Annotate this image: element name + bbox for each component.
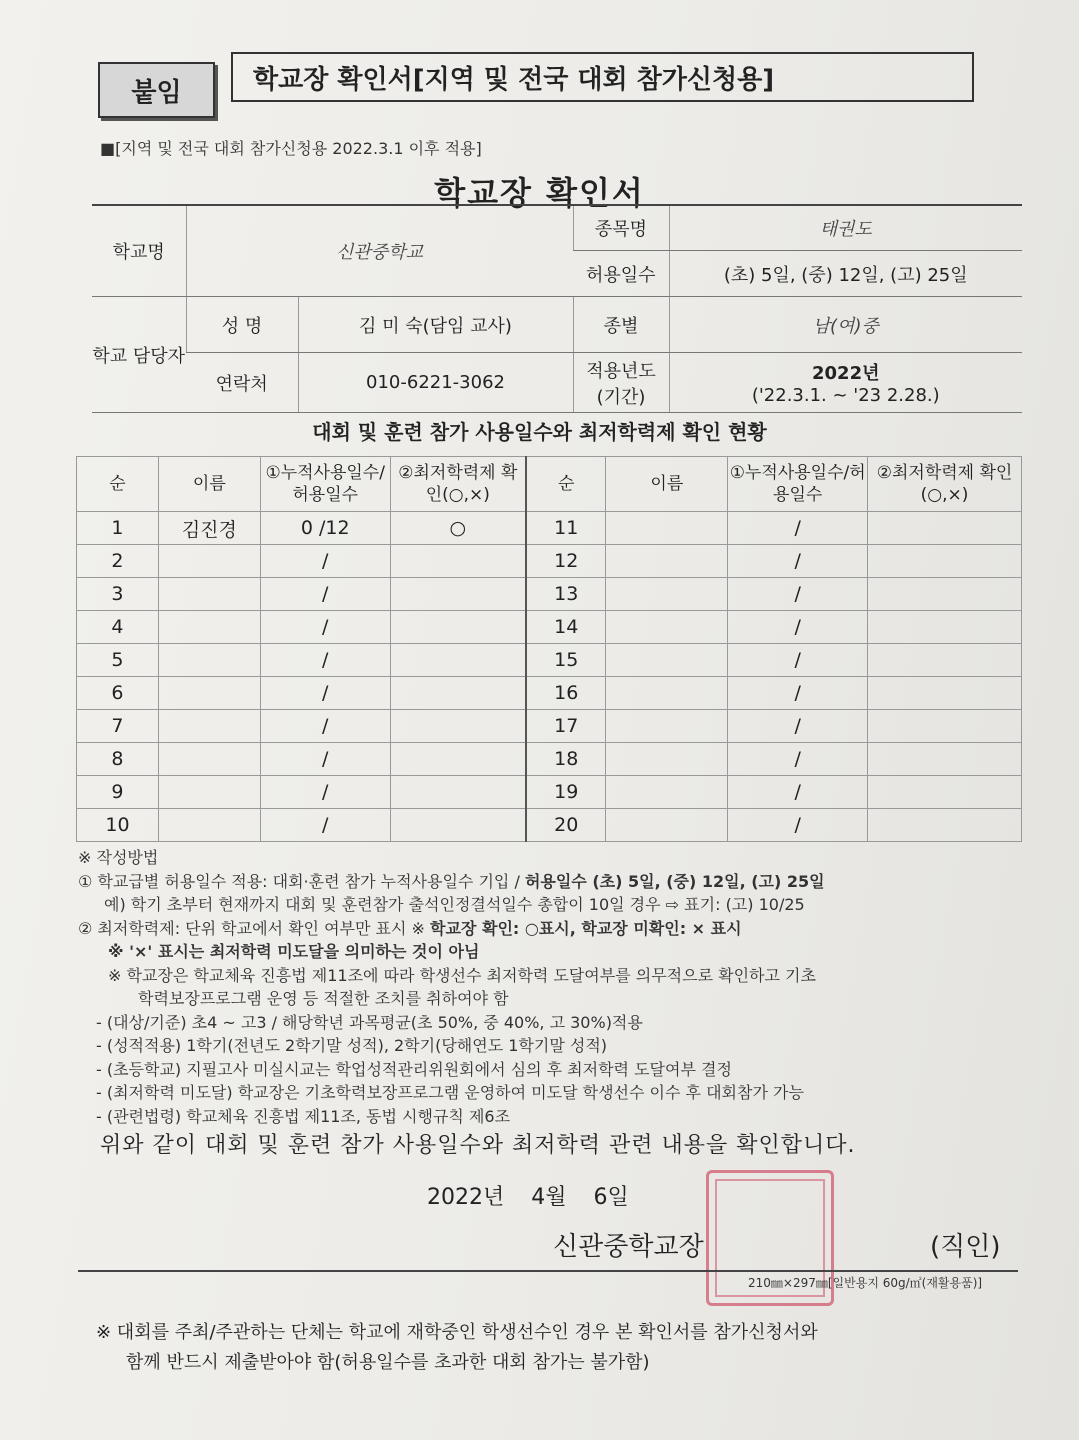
table-row bbox=[77, 776, 1022, 809]
allowed-days-label: 허용일수 bbox=[573, 251, 669, 297]
contact-value: 010-6221-3062 bbox=[298, 353, 573, 413]
row-check bbox=[868, 611, 1022, 644]
col-no: 순 bbox=[77, 457, 159, 512]
row-check bbox=[390, 776, 526, 809]
row-check bbox=[868, 743, 1022, 776]
row-name bbox=[606, 776, 728, 809]
table-row bbox=[77, 611, 1022, 644]
row-days: / bbox=[260, 743, 390, 776]
col-name: 이름 bbox=[158, 457, 260, 512]
row-name bbox=[158, 743, 260, 776]
row-name bbox=[158, 710, 260, 743]
row-name bbox=[606, 677, 728, 710]
row-check bbox=[868, 809, 1022, 842]
row-name bbox=[606, 512, 728, 545]
row-days: / bbox=[260, 677, 390, 710]
detail-target: - (대상/기준) 초4 ~ 고3 / 해당학년 과목평균(초 50%, 중 40%, 고 30%)적용 bbox=[96, 1012, 643, 1032]
row-no: 18 bbox=[526, 743, 606, 776]
table-row bbox=[77, 809, 1022, 842]
table-row bbox=[77, 512, 1022, 545]
footnote-line-2: 함께 반드시 제출받아야 함(허용일수를 초과한 대회 참가는 불가함) bbox=[126, 1352, 650, 1373]
applies-note: ■[지역 및 전국 대회 참가신청용 2022.3.1 이후 적용] bbox=[100, 139, 482, 158]
table-row bbox=[77, 677, 1022, 710]
row-no: 17 bbox=[526, 710, 606, 743]
table-row bbox=[77, 710, 1022, 743]
row-no: 2 bbox=[77, 545, 159, 578]
row-no: 15 bbox=[526, 644, 606, 677]
footnote-line-1: ※ 대회를 주최/주관하는 단체는 학교에 재학중인 학생선수인 경우 본 확인서를 참가신청서와 bbox=[96, 1322, 818, 1343]
col-days: ①누적사용일수/허용일수 bbox=[260, 457, 390, 512]
detail-grades: - (성적적용) 1학기(전년도 2학기말 성적), 2학기(당해연도 1학기말 성적) bbox=[96, 1036, 608, 1055]
row-no: 6 bbox=[77, 677, 159, 710]
note-1-example: 예) 학기 초부터 현재까지 대회 및 훈련참가 출석인정결석일수 총합이 10일 경우 ⇨ 표기: (고) 10/25 bbox=[104, 895, 805, 914]
row-days: / bbox=[728, 809, 868, 842]
row-name bbox=[158, 545, 260, 578]
school-label: 학교명 bbox=[92, 205, 186, 297]
row-check bbox=[390, 644, 526, 677]
row-days: / bbox=[728, 710, 868, 743]
row-no: 1 bbox=[77, 512, 159, 545]
row-days: / bbox=[728, 578, 868, 611]
year-period: ('22.3.1. ~ '23 2.28.) bbox=[751, 385, 940, 406]
table-row bbox=[77, 545, 1022, 578]
row-days: / bbox=[260, 611, 390, 644]
row-check bbox=[390, 809, 526, 842]
note-4-cont: 학력보장프로그램 운영 등 적절한 조치를 취하여야 함 bbox=[138, 989, 509, 1008]
row-no: 16 bbox=[526, 677, 606, 710]
detail-law: - (관련법령) 학교체육 진흥법 제11조, 동법 시행규칙 제6조 bbox=[96, 1106, 511, 1126]
row-check bbox=[868, 545, 1022, 578]
note-1: ① 학교급별 허용일수 적용: 대회·훈련 참가 누적사용일수 기입 / 허용일수 (초) 5일, (중) 12일, (고) 25일 bbox=[78, 871, 825, 891]
table-row bbox=[77, 743, 1022, 776]
row-days: / bbox=[260, 710, 390, 743]
section-title: 대회 및 훈련 참가 사용일수와 최저학력제 확인 현황 bbox=[312, 420, 767, 444]
detail-elementary: - (초등학교) 지필고사 미실시교는 학업성적관리위원회에서 심의 후 최저학력 도달여부 결정 bbox=[96, 1059, 732, 1079]
principal-name: 신관중학교장 bbox=[553, 1232, 704, 1262]
row-days: / bbox=[728, 743, 868, 776]
row-check bbox=[390, 743, 526, 776]
row-name: 김진경 bbox=[158, 512, 260, 545]
detail-below: - (최저학력 미도달) 학교장은 기초학력보장프로그램 운영하여 미도달 학생선수 이수 후 대회참가 가능 bbox=[96, 1083, 804, 1102]
row-days: 0 /12 bbox=[260, 512, 390, 545]
row-no: 5 bbox=[77, 644, 159, 677]
row-check bbox=[868, 677, 1022, 710]
row-days: / bbox=[260, 776, 390, 809]
row-name bbox=[158, 611, 260, 644]
row-check bbox=[868, 512, 1022, 545]
row-no: 10 bbox=[77, 809, 159, 842]
row-days: / bbox=[260, 578, 390, 611]
instructions bbox=[78, 846, 1028, 1128]
year-label: 적용년도 (기간) bbox=[573, 353, 669, 413]
note-2: ② 최저학력제: 단위 학교에서 확인 여부만 표시 ※ 학교장 확인: ○표시, 학교장 미확인: × 표시 bbox=[78, 918, 742, 938]
row-no: 9 bbox=[77, 776, 159, 809]
row-days: / bbox=[260, 809, 390, 842]
year-value: 2022년 bbox=[812, 363, 880, 384]
row-check bbox=[390, 710, 526, 743]
row-days: / bbox=[728, 611, 868, 644]
note-4: ※ 학교장은 학교체육 진흥법 제11조에 따라 학생선수 최저학력 도달여부를 의무적으로 확인하고 기초 bbox=[108, 965, 816, 985]
banner-title: 학교장 확인서[지역 및 전국 대회 참가신청용] bbox=[231, 52, 974, 102]
row-name bbox=[158, 776, 260, 809]
col-no: 순 bbox=[526, 457, 606, 512]
row-name bbox=[158, 578, 260, 611]
paper-spec: 210㎜×297㎜[일반용지 60g/㎡(재활용품)] bbox=[748, 1276, 983, 1290]
col-name: 이름 bbox=[606, 457, 728, 512]
row-no: 13 bbox=[526, 578, 606, 611]
row-name bbox=[606, 743, 728, 776]
row-name bbox=[606, 545, 728, 578]
info-table bbox=[92, 204, 1022, 413]
row-name bbox=[606, 611, 728, 644]
row-check bbox=[390, 578, 526, 611]
row-check bbox=[868, 578, 1022, 611]
divider bbox=[78, 1270, 1018, 1272]
note-3: ※ '×' 표시는 최저학력 미도달을 의미하는 것이 아님 bbox=[108, 942, 480, 961]
col-days: ①누적사용일수/허용일수 bbox=[728, 457, 868, 512]
row-name bbox=[158, 809, 260, 842]
row-days: / bbox=[728, 644, 868, 677]
row-days: / bbox=[728, 545, 868, 578]
name-label: 성 명 bbox=[186, 297, 298, 353]
row-check bbox=[868, 644, 1022, 677]
notes-heading: ※ 작성방법 bbox=[78, 848, 159, 867]
row-name bbox=[606, 644, 728, 677]
row-name bbox=[606, 809, 728, 842]
row-no: 3 bbox=[77, 578, 159, 611]
row-check bbox=[868, 776, 1022, 809]
issue-date: 2022년 4월 6일 bbox=[427, 1185, 629, 1210]
row-no: 7 bbox=[77, 710, 159, 743]
manager-label: 학교 담당자 bbox=[92, 297, 186, 413]
gender-label: 종별 bbox=[573, 297, 669, 353]
row-no: 11 bbox=[526, 512, 606, 545]
row-no: 12 bbox=[526, 545, 606, 578]
row-no: 14 bbox=[526, 611, 606, 644]
row-days: / bbox=[728, 776, 868, 809]
gender-value: 남(여)중 bbox=[669, 297, 1022, 353]
col-check: ②최저학력제 확인(○,×) bbox=[390, 457, 526, 512]
row-no: 20 bbox=[526, 809, 606, 842]
row-name bbox=[158, 644, 260, 677]
table-row bbox=[77, 644, 1022, 677]
sport-label: 종목명 bbox=[573, 205, 669, 251]
row-check: ○ bbox=[390, 512, 526, 545]
row-days: / bbox=[260, 644, 390, 677]
row-check bbox=[390, 611, 526, 644]
row-days: / bbox=[260, 545, 390, 578]
sport-value: 태권도 bbox=[669, 205, 1022, 251]
seal-label: (직인) bbox=[930, 1232, 1001, 1262]
row-name bbox=[606, 578, 728, 611]
row-check bbox=[390, 545, 526, 578]
row-name bbox=[158, 677, 260, 710]
confirm-statement: 위와 같이 대회 및 훈련 참가 사용일수와 최저학력 관련 내용을 확인합니다. bbox=[100, 1133, 856, 1158]
table-row bbox=[77, 578, 1022, 611]
school-value: 신관중학교 bbox=[186, 205, 573, 297]
contact-label: 연락처 bbox=[186, 353, 298, 413]
name-value: 김 미 숙(담임 교사) bbox=[298, 297, 573, 353]
row-name bbox=[606, 710, 728, 743]
footnote bbox=[96, 1318, 818, 1378]
attachment-tag: 붙임 bbox=[98, 62, 215, 118]
row-days: / bbox=[728, 512, 868, 545]
col-check: ②최저학력제 확인(○,×) bbox=[868, 457, 1022, 512]
year-cell bbox=[669, 353, 1022, 413]
row-check bbox=[390, 677, 526, 710]
row-no: 19 bbox=[526, 776, 606, 809]
allowed-days-value: (초) 5일, (중) 12일, (고) 25일 bbox=[669, 251, 1022, 297]
row-check bbox=[868, 710, 1022, 743]
row-no: 4 bbox=[77, 611, 159, 644]
document-title: 학교장 확인서 bbox=[434, 174, 645, 212]
row-no: 8 bbox=[77, 743, 159, 776]
participation-table bbox=[76, 456, 1022, 842]
row-days: / bbox=[728, 677, 868, 710]
